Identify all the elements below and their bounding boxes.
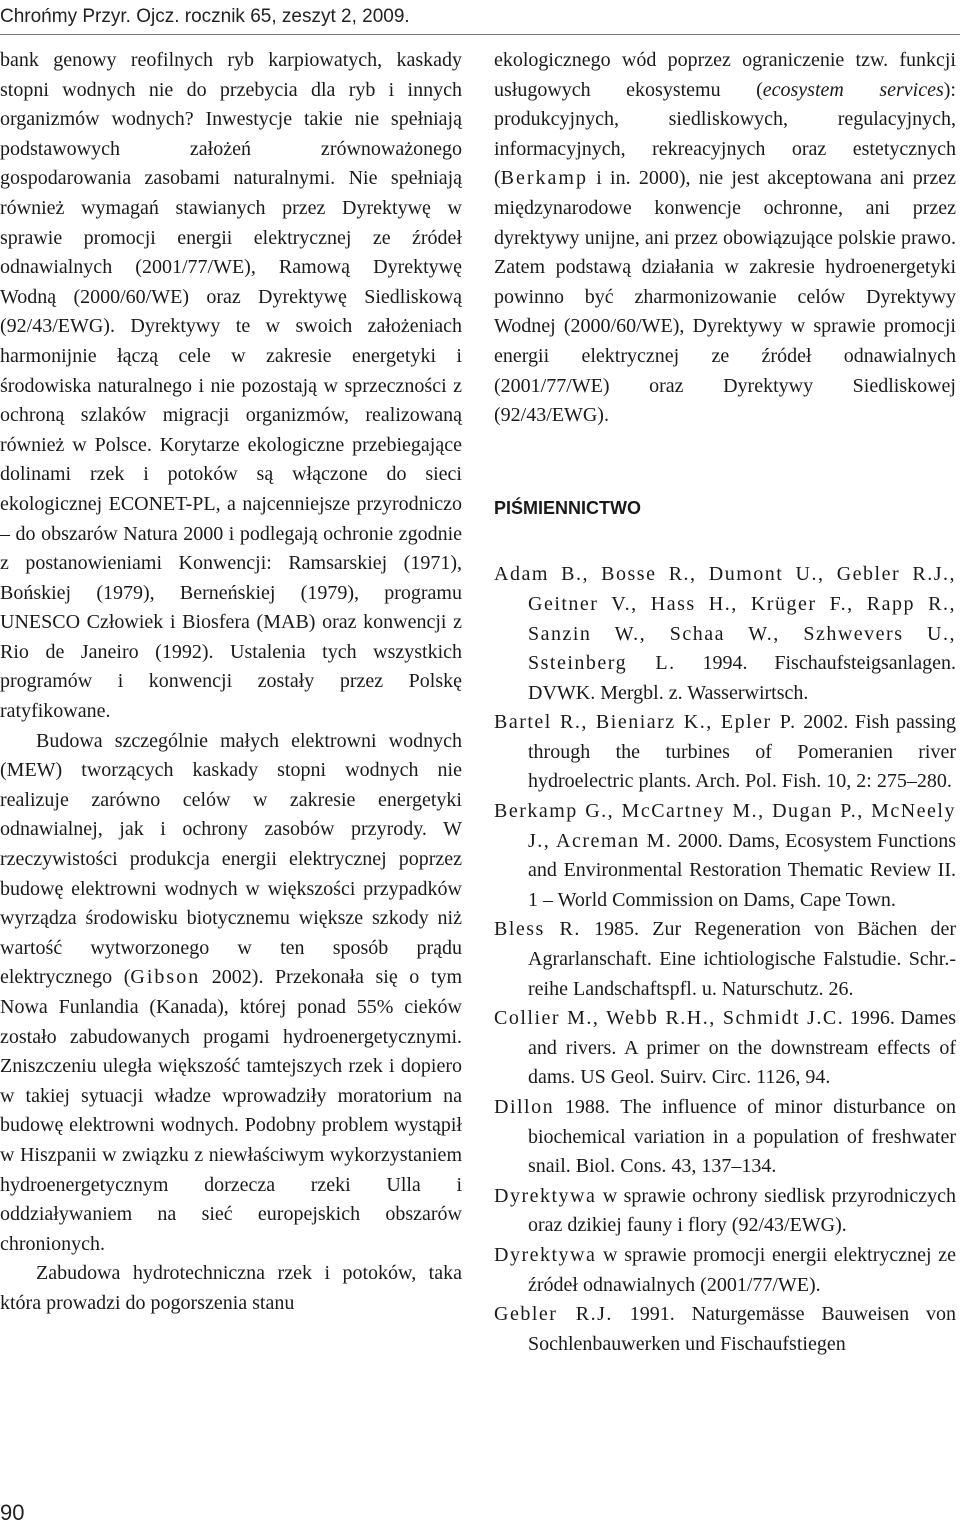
paragraph-text: 2002). Przekonała się o tym Nowa Funlandia (Kanada), której ponad 55% cieków zostało zabudowanych progami hydroenergetycznymi. Zniszczeniu uległa większość tamtejszych rzek i dopiero w takiej sytuacji władze wprowadziły moratorium na budowę elektrowni wodnych. Podobny problem wystąpił w Hiszpanii w związku z niewłaściwym wykorzystaniem hydroenergetycznym dorzecza rzeki Ulla i oddziaływaniem na sieć europejskich obszarów chronionych. xyxy=(0,966,462,1255)
reference-entry xyxy=(494,1300,956,1359)
header-rule xyxy=(0,34,960,35)
running-head: Chrońmy Przyr. Ojcz. rocznik 65, zeszyt 2, 2009. xyxy=(0,6,410,27)
paragraph-text: i in. 2000), nie jest akceptowana ani przez międzynarodowe konwencje ochronne, ani przez dyrektywy unijne, ani przez obowiązujące polskie prawo. Zatem podstawą działania w zakresie hydroenergetyki powinno być zharmonizowanie celów Dyrektywy Wodnej (2000/60/WE), Dyrektywy w sprawie promocji energii elektrycznej ze źródeł odnawialnych (2001/77/WE) oraz Dyrektywy Siedliskowej (92/43/EWG). xyxy=(494,167,956,427)
right-paragraph-1 xyxy=(494,46,956,431)
reference-authors: Dyrektywa xyxy=(494,1184,597,1207)
reference-details: 2000. Dams, Ecosystem Functions and Environmental Restoration Thematic Review II. 1 – World Commission on Dams, Cape Town. xyxy=(528,829,956,911)
left-paragraph-1: bank genowy reofilnych ryb karpiowatych, kaskady stopni wodnych nie do przebycia dla ryb i innych organizmów wodnych? Inwestycje takie nie spełniają podstawowych założeń zrównoważonego gospodarowania zasobami naturalnymi. Nie spełniają również wymagań stawianych przez Dyrektywę w sprawie promocji energii elektrycznej ze źródeł odnawialnych (2001/77/WE), Ramową Dyrektywę Wodną (2000/60/WE) oraz Dyrektywę Siedliskową (92/43/EWG). Dyrektywy te w swoich założeniach harmonijnie łączą cele w zakresie energetyki i środowiska naturalnego i nie pozostają w sprzeczności z ochroną szlaków migracji organizmów, realizowaną również w Polsce. Korytarze ekologiczne przebiegające dolinami rzek i potoków są włączone do sieci ekologicznej ECONET-PL, a najcenniejsze przyrodniczo – do obszarów Natura 2000 i podlegają ochronie zgodnie z postanowieniami Konwencji: Ramsarskiej (1971), Bońskiej (1979), Berneńskiej (1979), programu UNESCO Człowiek i Biosfera (MAB) oraz konwencji z Rio de Janeiro (1992). Ustalenia tych wszystkich programów i konwencji zostały przez Polskę ratyfikowane. xyxy=(0,49,462,723)
reference-authors: Gebler R.J. xyxy=(494,1303,613,1326)
reference-entry xyxy=(494,797,956,915)
reference-details: w sprawie promocji energii elektrycznej ze źródeł odnawialnych (2001/77/WE). xyxy=(528,1243,956,1296)
reference-entry xyxy=(494,708,956,797)
reference-entry xyxy=(494,1182,956,1241)
paragraph-text: ): produkcyjnych, siedliskowych, regulacyjnych, informacyjnych, rekreacyjnych oraz estetycznych ( xyxy=(494,78,956,190)
reference-authors: Adam B., Bosse R., Dumont U., Gebler R.J., Geitner V., Hass H., Krüger F., Rapp R., Sanzin W., Schaa W., Szhwevers U., Ssteinberg L. xyxy=(494,563,956,675)
reference-entry xyxy=(494,560,956,708)
left-paragraph-3: Zabudowa hydrotechniczna rzek i potoków, taka która prowadzi do pogorszenia stanu xyxy=(0,1262,462,1314)
left-paragraph-2 xyxy=(0,727,462,1260)
reference-authors: Dyrektywa xyxy=(494,1243,597,1266)
paragraph-text: ekologicznego wód poprzez ograniczenie tzw. funkcji usługowych ekosystemu ( xyxy=(494,49,956,101)
page-number: 90 xyxy=(0,1500,25,1525)
reference-entry xyxy=(494,1241,956,1300)
right-column xyxy=(494,46,956,1359)
citation-author: Berkamp xyxy=(500,167,588,190)
reference-authors: Bless R. xyxy=(494,918,581,941)
reference-entry xyxy=(494,1004,956,1093)
reference-details: 2002. Fish passing through the turbines of Pomeranien river hydroelectric plants. Arch. Pol. Fish. 10, 2: 275–280. xyxy=(528,711,956,793)
reference-details: w sprawie ochrony siedlisk przyrodniczych oraz dzikiej fauny i flory (92/43/EWG). xyxy=(528,1184,956,1237)
paragraph-text: Budowa szczególnie małych elektrowni wodnych (MEW) tworzących kaskady stopni wodnych nie realizuje zarówno celów w zakresie energetyki odnawialnej, jak i ochrony zasobów przyrody. W rzeczywistości produkcja energii elektrycznej poprzez budowę elektrowni wodnych w większości przypadków wyrządza środowisku biotycznemu większe szkody niż wartość wytworzonego w ten sposób prądu elektrycznego ( xyxy=(0,729,462,989)
reference-details: 1988. The influence of minor disturbance on biochemical variation in a population of freshwater snail. Biol. Cons. 43, 137–134. xyxy=(528,1096,956,1178)
left-column xyxy=(0,46,462,1319)
reference-list xyxy=(494,560,956,1359)
italic-term: ecosystem services xyxy=(762,78,944,101)
reference-entry xyxy=(494,1093,956,1182)
reference-authors: Berkamp G., McCartney M., Dugan P., McNeely J., Acreman M. xyxy=(494,800,956,852)
reference-details: 1994. Fischaufsteigsanlagen. DVWK. Mergbl. z. Wasserwirtsch. xyxy=(528,652,956,704)
reference-details: 1985. Zur Regeneration von Bächen der Agrarlanschaft. Eine ichtiologische Falstudie. Schr.-reihe Landschaftspfl. u. Naturschutz. 26. xyxy=(528,918,956,1000)
reference-authors: Collier M., Webb R.H., Schmidt J.C. xyxy=(494,1007,845,1030)
section-title: PIŚMIENNICTWO xyxy=(494,497,641,518)
reference-details: 1991. Naturgemässe Bauweisen von Sochlenbauwerken und Fischaufstiegen xyxy=(528,1303,956,1355)
reference-details: 1996. Dames and rivers. A primer on the downstream effects of dams. US Geol. Suirv. Circ. 1126, 94. xyxy=(528,1007,956,1089)
reference-authors: Dillon xyxy=(494,1096,555,1118)
citation-author: Gibson xyxy=(130,966,201,989)
reference-entry xyxy=(494,915,956,1004)
reference-authors: Bartel R., Bieniarz K., Epler P. xyxy=(494,711,797,734)
